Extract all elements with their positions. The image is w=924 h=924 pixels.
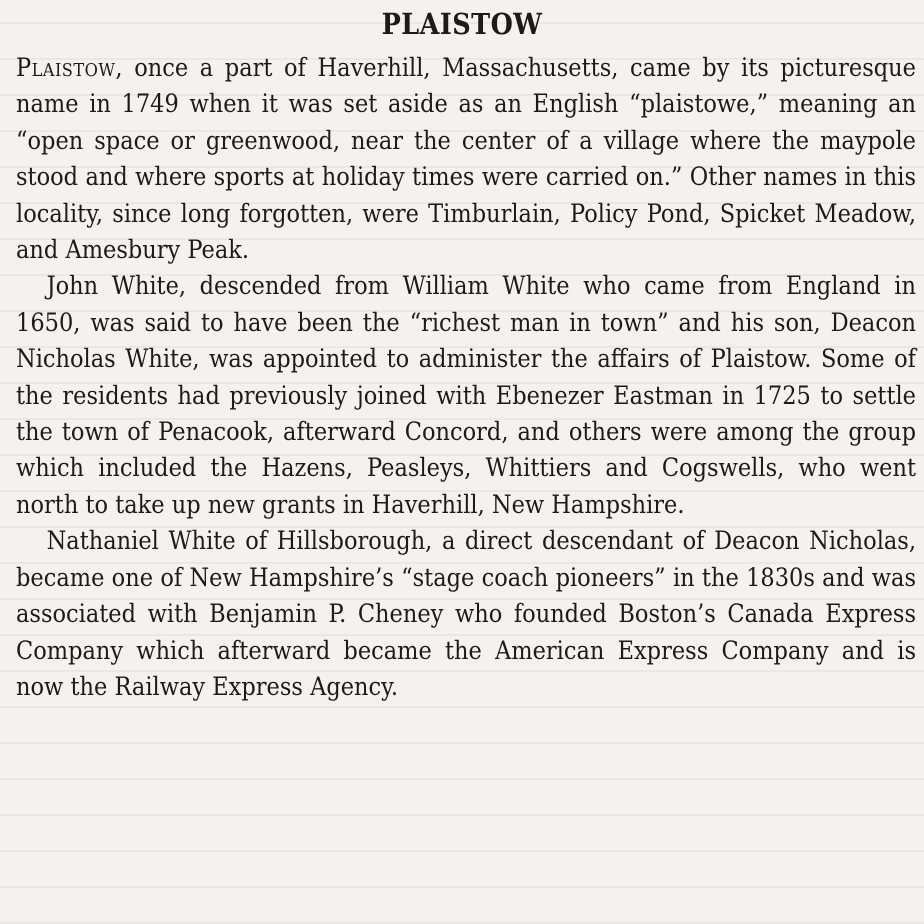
page-title: PLAISTOW <box>381 7 543 41</box>
paragraph-text: Nathaniel White of Hillsborough, a direct descendant of Deacon Nicholas, became one of New Hampshire’s “stage coach pioneers” in the 1830s and was associated with Benjamin P. Cheney who founded Boston’s Canada Express Company which afterward became the American Express Company and is now the Railway Express Agency. <box>16 526 917 701</box>
article-body <box>16 50 916 705</box>
lead-word: Plaistow <box>16 53 116 82</box>
paragraph-1 <box>16 50 916 268</box>
paragraph-2 <box>16 268 916 523</box>
paragraph-text: John White, descended from William White who came from England in 1650, was said to have been the “richest man in town” and his son, Deacon Nicholas White, was appointed to administer the affairs of Plaistow. Some of the residents had previously joined with Ebenezer Eastman in 1725 to settle the town of Penacook, afterward Concord, and others were among the group which included the Hazens, Peasleys, Whittiers and Cogswells, who went north to take up new grants in Haverhill, New Hampshire. <box>16 271 917 519</box>
paragraph-3 <box>16 523 916 705</box>
paragraph-text: , once a part of Haverhill, Massachusetts, came by its picturesque name in 1749 when it was set aside as an English “plaistowe,” meaning an “open space or greenwood, near the center of a village where the maypole stood and where sports at holiday times were carried on.” Other names in this locality, since long forgotten, were Timburlain, Policy Pond, Spicket Meadow, and Amesbury Peak. <box>16 53 917 265</box>
